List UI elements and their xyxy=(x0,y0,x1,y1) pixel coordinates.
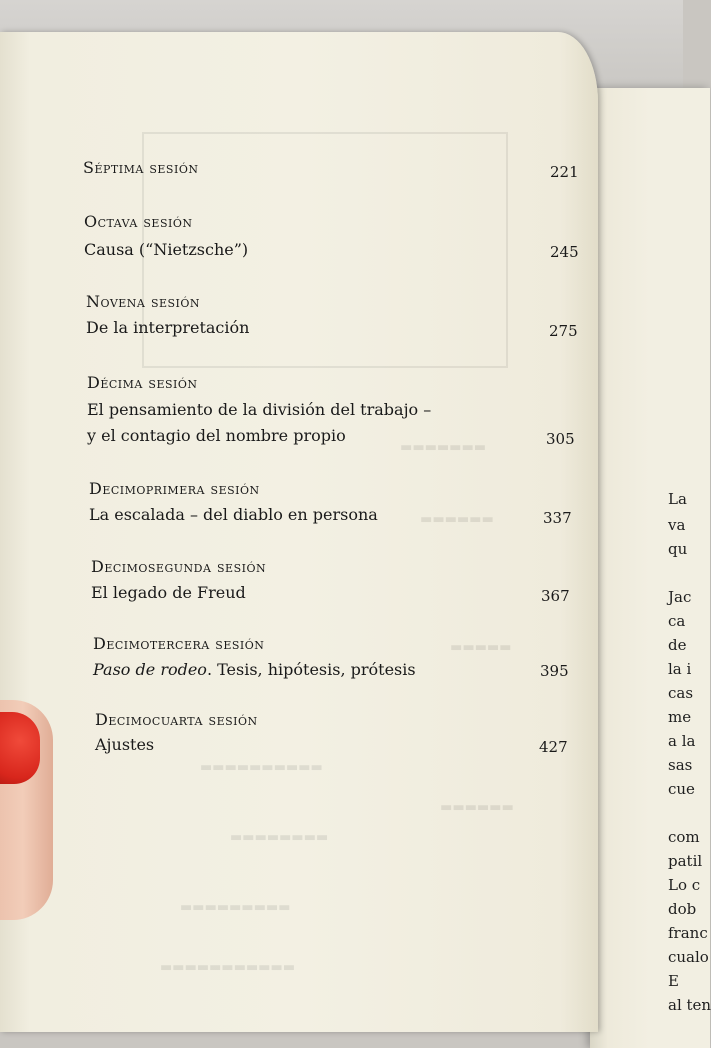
toc-session-heading: Decimocuarta sesión xyxy=(95,710,258,729)
toc-session-heading: Decimoprimera sesión xyxy=(89,479,260,498)
right-page-line: E xyxy=(668,972,679,990)
toc-entry-title: Ajustes xyxy=(95,735,155,754)
toc-page-number: 337 xyxy=(543,509,572,527)
toc-entry-title-line2: y el contagio del nombre propio xyxy=(87,426,346,445)
right-page-line: cualo xyxy=(668,948,709,966)
right-page-line: qu xyxy=(668,540,688,558)
fingernail xyxy=(0,712,40,784)
right-page-line: al ten xyxy=(668,996,711,1014)
toc-entry-title: De la interpretación xyxy=(86,318,250,337)
right-page-line: va xyxy=(668,516,686,534)
right-page-line: de xyxy=(668,636,687,654)
toc-page-number: 395 xyxy=(540,662,569,680)
right-page-line: La xyxy=(668,490,687,508)
toc-entry-title: Causa (“Nietzsche”) xyxy=(84,240,249,259)
toc-entry-title xyxy=(93,660,416,679)
toc-session-heading: Novena sesión xyxy=(86,292,201,311)
toc-session-heading: Decimotercera sesión xyxy=(93,634,265,653)
toc-entry-title-rest: . Tesis, hipótesis, prótesis xyxy=(206,660,416,679)
right-page-line: la i xyxy=(668,660,692,678)
right-page-line: patil xyxy=(668,852,703,870)
toc-page-number: 275 xyxy=(549,322,578,340)
right-page-line: dob xyxy=(668,900,697,918)
toc-session-heading: Décima sesión xyxy=(87,373,198,392)
toc-session-heading: Séptima sesión xyxy=(83,158,199,177)
right-page-line: me xyxy=(668,708,692,726)
right-page-line: franc xyxy=(668,924,708,942)
toc-page-number: 427 xyxy=(539,738,568,756)
toc-page-number: 367 xyxy=(541,587,570,605)
right-page-line: sas xyxy=(668,756,693,774)
toc-session-heading: Decimosegunda sesión xyxy=(91,557,267,576)
right-page-line: ca xyxy=(668,612,686,630)
right-page-line: cas xyxy=(668,684,694,702)
toc-session-heading: Octava sesión xyxy=(84,212,193,231)
toc-entry-title: El pensamiento de la división del trabajo – xyxy=(87,400,432,419)
right-page-line: a la xyxy=(668,732,696,750)
toc-page-number: 221 xyxy=(550,163,579,181)
toc-page-number: 305 xyxy=(546,430,575,448)
toc-entry-title-italic: Paso de rodeo xyxy=(93,660,207,679)
right-page-line: Lo c xyxy=(668,876,701,894)
toc-page-number: 245 xyxy=(550,243,579,261)
toc-entry-title: La escalada – del diablo en persona xyxy=(89,505,378,524)
right-page-line: com xyxy=(668,828,700,846)
toc-entry-title: El legado de Freud xyxy=(91,583,246,602)
right-page-line: Jac xyxy=(668,588,692,606)
right-page-line: cue xyxy=(668,780,695,798)
